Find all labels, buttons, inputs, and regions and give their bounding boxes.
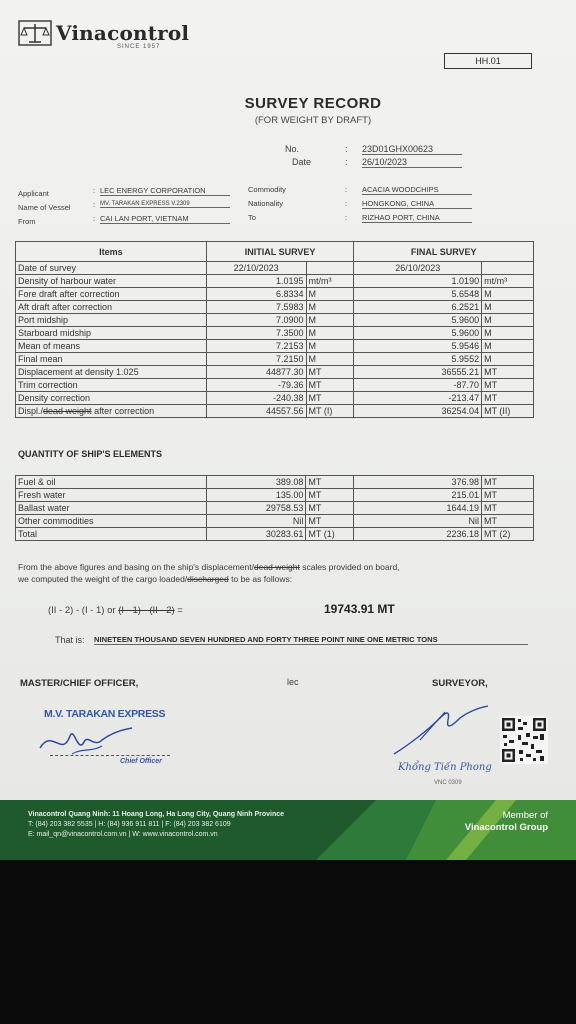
applicant-value: LEC ENERGY CORPORATION — [100, 186, 230, 196]
elements-cell-i-val: 30283.61 — [206, 528, 306, 541]
vinacontrol-scale-icon — [18, 20, 52, 46]
applicant-label: Applicant — [18, 189, 49, 198]
survey-row-final — [16, 405, 534, 418]
survey-cell-i-unit: M — [306, 288, 354, 301]
survey-cell-i-unit: MT — [306, 379, 354, 392]
survey-cell-item: Aft draft after correction — [16, 301, 207, 314]
elements-cell-f-val: 2236.18 — [354, 528, 482, 541]
survey-cell-i-unit: MT — [306, 392, 354, 405]
survey-cell-i-val: 1.0195 — [206, 275, 306, 288]
survey-row — [16, 301, 534, 314]
survey-cell-f-val: 5.9552 — [354, 353, 482, 366]
footer-band — [0, 800, 576, 860]
elements-total-row — [16, 528, 534, 541]
survey-cell-item: Date of survey — [16, 262, 207, 275]
survey-cell-item: Density of harbour water — [16, 275, 207, 288]
ref-date-label: Date — [292, 157, 312, 167]
master-label: MASTER/CHIEF OFFICER, — [20, 678, 139, 689]
survey-row — [16, 314, 534, 327]
survey-cell-f-unit: MT — [482, 379, 534, 392]
survey-cell-i-unit: M — [306, 314, 354, 327]
survey-row — [16, 262, 534, 275]
that-is-value: NINETEEN THOUSAND SEVEN HUNDRED AND FORTY THREE POINT NINE ONE METRIC TONS — [94, 635, 528, 645]
from-value: CAI LAN PORT, VIETNAM — [100, 214, 230, 224]
elements-cell-f-unit: MT — [482, 489, 534, 502]
ref-no-colon: : — [345, 144, 348, 154]
survey-cell-f-val: -213.47 — [354, 392, 482, 405]
elements-cell-i-val: 29758.53 — [206, 502, 306, 515]
result-line-2-a: we computed the weight of the cargo loaded/ — [18, 574, 188, 584]
survey-table-body — [16, 262, 534, 418]
survey-cell-f-val: 5.9600 — [354, 327, 482, 340]
result-line-2 — [18, 574, 292, 584]
survey-cell-f-unit: M — [482, 288, 534, 301]
nationality-value: HONGKONG, CHINA — [362, 199, 472, 209]
survey-row — [16, 288, 534, 301]
form-code-box: HH.01 — [444, 53, 532, 69]
applicant-colon: : — [93, 186, 96, 195]
result-formula-b: = — [174, 605, 183, 616]
elements-cell-i-val: 389.08 — [206, 476, 306, 489]
elements-cell-f-val: 1644.19 — [354, 502, 482, 515]
elements-cell-item: Fresh water — [16, 489, 207, 502]
elements-section-title: QUANTITY OF SHIP'S ELEMENTS — [18, 449, 162, 459]
survey-cell-item: Fore draft after correction — [16, 288, 207, 301]
logo-since: SINCE 1957 — [117, 44, 161, 50]
survey-cell-i-unit: M — [306, 353, 354, 366]
survey-row — [16, 340, 534, 353]
survey-cell-i-val: 6.8334 — [206, 288, 306, 301]
nationality-label: Nationality — [248, 199, 284, 208]
vessel-colon: : — [93, 200, 96, 209]
elements-cell-f-unit: MT — [482, 515, 534, 528]
survey-row — [16, 366, 534, 379]
survey-cell-f-val: 1.0190 — [354, 275, 482, 288]
result-line-1-a: From the above figures and basing on the ship's displacement/ — [18, 562, 254, 572]
from-colon: : — [93, 214, 96, 223]
result-line-1 — [18, 562, 400, 572]
elements-cell-item: Ballast water — [16, 502, 207, 515]
survey-cell-i-val: 7.2153 — [206, 340, 306, 353]
survey-row — [16, 353, 534, 366]
survey-cell-i-val: -240.38 — [206, 392, 306, 405]
survey-cell-item: Density correction — [16, 392, 207, 405]
survey-cell-i-val: -79.36 — [206, 379, 306, 392]
footer-member-1: Member of — [502, 810, 548, 821]
elements-row — [16, 502, 534, 515]
survey-row — [16, 392, 534, 405]
survey-cell-i-unit: M — [306, 301, 354, 314]
lec-label: lec — [287, 677, 299, 687]
survey-cell-f-val: 6.2521 — [354, 301, 482, 314]
result-formula — [48, 605, 183, 616]
ref-date-colon: : — [345, 157, 348, 167]
footer-line-2: T: (84) 203 382 5535 | H: (84) 936 911 811 | F: (84) 203 382 6109 — [28, 821, 231, 828]
final-item-strike: dead weight — [43, 406, 92, 416]
elements-row — [16, 489, 534, 502]
elements-cell-item: Total — [16, 528, 207, 541]
elements-cell-item: Other commodities — [16, 515, 207, 528]
footer-member — [465, 810, 548, 834]
footer-line-1: Vinacontrol Quang Ninh: 11 Hoang Long, Ha Long City, Quang Ninh Province — [28, 811, 285, 818]
to-colon: : — [345, 213, 348, 222]
survey-cell-item: Final mean — [16, 353, 207, 366]
survey-cell-f-val: -87.70 — [354, 379, 482, 392]
survey-cell-i-val: 7.5983 — [206, 301, 306, 314]
surveyor-signature-icon — [390, 700, 490, 760]
col-items: Items — [16, 242, 207, 262]
final-item-suffix: after correction — [91, 406, 155, 416]
ref-no-value: 23D01GHX00623 — [362, 144, 462, 155]
survey-cell-f-val: 5.9600 — [354, 314, 482, 327]
final-item-prefix: Displ./ — [18, 406, 44, 416]
result-line-1-strike: dead weight — [253, 562, 300, 572]
survey-cell-f-val: 36254.04 — [354, 405, 482, 418]
survey-cell-item: Trim correction — [16, 379, 207, 392]
survey-cell-f-unit: M — [482, 327, 534, 340]
survey-row — [16, 379, 534, 392]
survey-cell-i-val: 7.2150 — [206, 353, 306, 366]
footer-member-2: Vinacontrol Group — [464, 822, 548, 833]
elements-cell-i-unit: MT — [306, 502, 354, 515]
survey-cell-f-val: 36555.21 — [354, 366, 482, 379]
result-line-2-strike: discharged — [187, 574, 229, 584]
survey-cell-f-unit: M — [482, 353, 534, 366]
survey-cell-item: Displacement at density 1.025 — [16, 366, 207, 379]
survey-cell-i-unit: M — [306, 340, 354, 353]
result-value: 19743.91 MT — [324, 602, 395, 616]
col-final: FINAL SURVEY — [354, 242, 534, 262]
survey-cell-f-unit — [482, 262, 534, 275]
elements-cell-f-val: Nil — [354, 515, 482, 528]
survey-table — [15, 241, 534, 418]
commodity-label: Commodity — [248, 185, 286, 194]
elements-cell-f-unit: MT — [482, 476, 534, 489]
survey-cell-item: Port midship — [16, 314, 207, 327]
elements-cell-f-unit: MT (2) — [482, 528, 534, 541]
result-line-2-b: to be as follows: — [228, 574, 293, 584]
survey-cell-i-unit: MT (I) — [306, 405, 354, 418]
footer-contact — [28, 810, 284, 840]
elements-cell-f-val: 215.01 — [354, 489, 482, 502]
survey-cell-i-unit — [306, 262, 354, 275]
elements-cell-f-val: 376.98 — [354, 476, 482, 489]
survey-row — [16, 327, 534, 340]
to-label: To — [248, 213, 256, 222]
survey-cell-f-unit: MT — [482, 366, 534, 379]
survey-cell-f-unit: MT (II) — [482, 405, 534, 418]
result-formula-a: (II - 2) - (I - 1) or — [48, 605, 119, 616]
survey-cell-item: Mean of means — [16, 340, 207, 353]
nationality-colon: : — [345, 199, 348, 208]
elements-row — [16, 515, 534, 528]
survey-cell-i-val: 7.0900 — [206, 314, 306, 327]
survey-cell-f-unit: mt/m³ — [482, 275, 534, 288]
elements-table-body — [16, 476, 534, 541]
survey-cell-f-val: 26/10/2023 — [354, 262, 482, 275]
vessel-stamp: M.V. TARAKAN EXPRESS — [44, 708, 166, 720]
company-logo — [18, 20, 189, 46]
result-line-1-b: scales provided on board, — [299, 562, 400, 572]
that-is-label: That is: — [55, 635, 85, 645]
elements-row — [16, 476, 534, 489]
document-title: SURVEY RECORD — [244, 95, 382, 112]
surveyor-code: VNC 0309 — [434, 780, 462, 786]
to-value: RIZHAO PORT, CHINA — [362, 213, 472, 223]
survey-cell-i-val: 44877.30 — [206, 366, 306, 379]
elements-cell-i-val: Nil — [206, 515, 306, 528]
elements-cell-i-unit: MT (1) — [306, 528, 354, 541]
survey-cell-item — [16, 405, 207, 418]
surveyor-name: Khổng Tiến Phong — [398, 762, 492, 773]
result-formula-strike: (I - 1) - (II - 2) — [118, 605, 175, 616]
survey-cell-i-unit: MT — [306, 366, 354, 379]
qr-code-icon — [500, 716, 548, 764]
commodity-value: ACACIA WOODCHIPS — [362, 185, 472, 195]
survey-cell-i-val: 7.3500 — [206, 327, 306, 340]
survey-cell-f-unit: M — [482, 301, 534, 314]
document-subtitle: (FOR WEIGHT BY DRAFT) — [254, 115, 372, 126]
survey-cell-i-val: 44557.56 — [206, 405, 306, 418]
elements-cell-i-unit: MT — [306, 515, 354, 528]
survey-cell-f-val: 5.9546 — [354, 340, 482, 353]
vessel-label: Name of Vessel — [18, 203, 71, 212]
logo-text: Vinacontrol — [56, 21, 190, 45]
elements-cell-item: Fuel & oil — [16, 476, 207, 489]
elements-cell-f-unit: MT — [482, 502, 534, 515]
survey-cell-f-unit: M — [482, 314, 534, 327]
footer-line-3: E: mail_qn@vinacontrol.com.vn | W: www.vinacontrol.com.vn — [28, 831, 218, 838]
survey-row — [16, 275, 534, 288]
survey-cell-f-val: 5.6548 — [354, 288, 482, 301]
ref-date-value: 26/10/2023 — [362, 157, 462, 168]
elements-table — [15, 475, 534, 541]
survey-cell-f-unit: M — [482, 340, 534, 353]
surveyor-label: SURVEYOR, — [432, 678, 488, 689]
survey-cell-f-unit: MT — [482, 392, 534, 405]
ref-no-label: No. — [285, 144, 300, 154]
chief-officer-stamp: Chief Officer — [120, 758, 162, 765]
master-sign-line — [50, 755, 170, 756]
col-initial: INITIAL SURVEY — [206, 242, 354, 262]
from-label: From — [18, 217, 36, 226]
survey-cell-i-unit: mt/m³ — [306, 275, 354, 288]
elements-cell-i-unit: MT — [306, 489, 354, 502]
commodity-colon: : — [345, 185, 348, 194]
survey-cell-i-val: 22/10/2023 — [206, 262, 306, 275]
survey-cell-i-unit: M — [306, 327, 354, 340]
elements-cell-i-val: 135.00 — [206, 489, 306, 502]
survey-cell-item: Starboard midship — [16, 327, 207, 340]
vessel-value: MV. TARAKAN EXPRESS V.2309 — [100, 201, 230, 208]
elements-cell-i-unit: MT — [306, 476, 354, 489]
